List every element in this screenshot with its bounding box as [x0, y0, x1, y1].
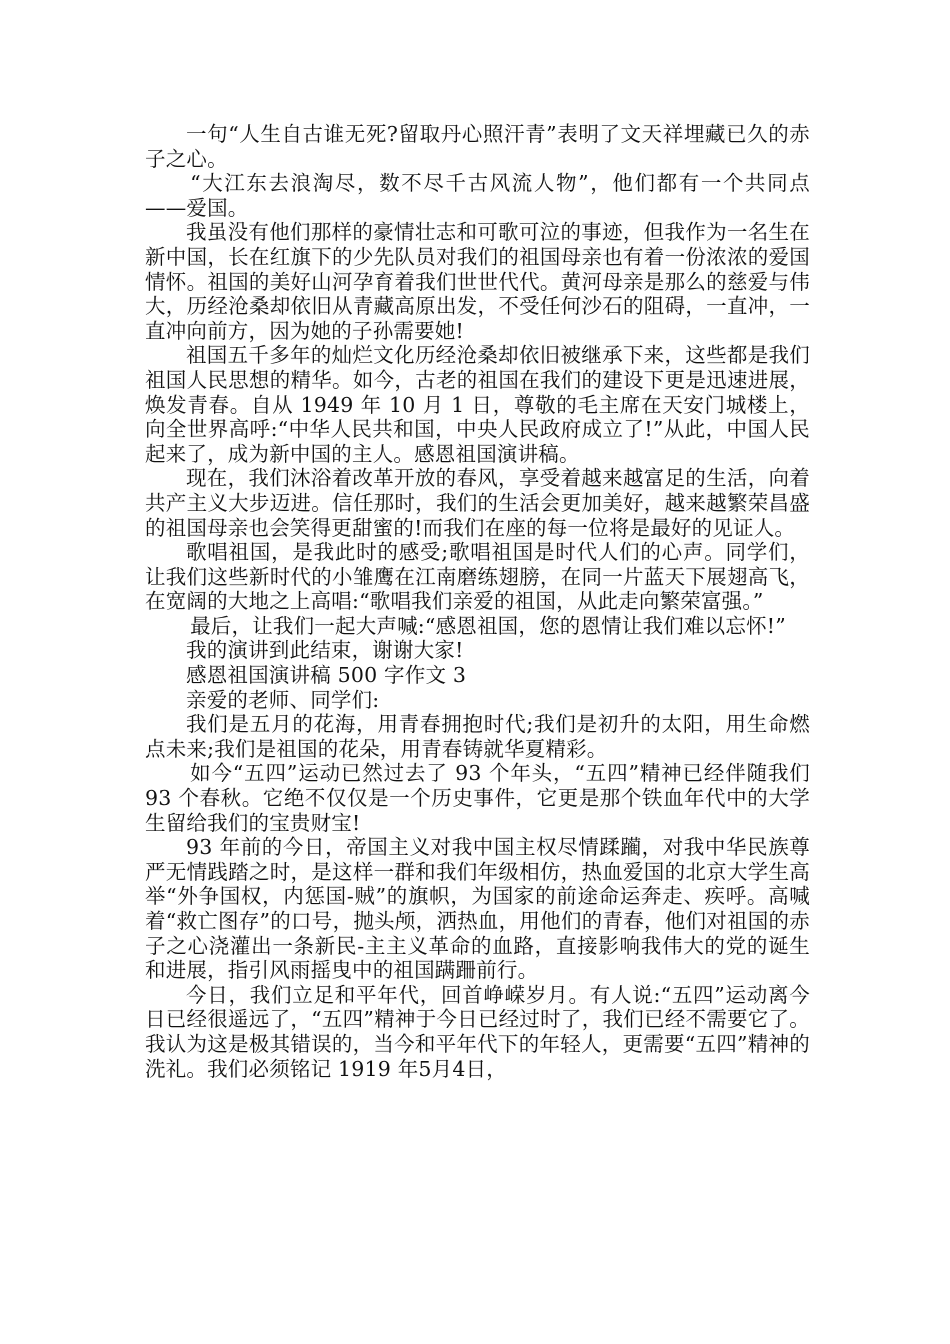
paragraph-12: 如今“五四”运动已然过去了 93 个年头，“五四”精神已经伴随我们 93 个春秋。它绝不仅仅是一个历史事件，它更是那个铁血年代中的大学生留给我们的宝贵财宝!	[145, 761, 810, 835]
paragraph-7: 最后，让我们一起大声喊:“感恩祖国，您的恩情让我们难以忘怀!”	[190, 613, 786, 638]
paragraph-13: 93 年前的今日，帝国主义对我中国主权尽情蹂躏，对我中华民族尊严无情践踏之时，是这样一群和我们年级相仿，热血爱国的北京大学生高举“外争国权，内惩国-贼”的旗帜，为国家的前途命运奔走、疾呼。高喊着“救亡图存”的口号，抛头颅，洒热血，用他们的青春，他们对祖国的赤子之心浇灌出一条新民-主主义革命的血路，直接影响我伟大的党的诞生和进展，指引风雨摇曳中的祖国蹒跚前行。	[145, 835, 810, 983]
paragraph-11: 我们是五月的花海，用青春拥抱时代;我们是初升的太阳，用生命燃点未来;我们是祖国的花朵，用青春铸就华夏精彩。	[145, 712, 810, 761]
paragraph-14: 今日，我们立足和平年代，回首峥嵘岁月。有人说:“五四”运动离今日已经很遥远了，“五四”精神于今日已经过时了，我们已经不需要它了。我认为这是极其错误的，当今和平年代下的年轻人，更需要“五四”精神的洗礼。我们必须铭记 1919 年5月4日，	[145, 982, 810, 1081]
paragraph-3: 我虽没有他们那样的豪情壮志和可歌可泣的事迹，但我作为一名生在新中国，长在红旗下的少先队员对我们的祖国母亲也有着一份浓浓的爱国情怀。祖国的美好山河孕育着我们世世代代。黄河母亲是那么的慈爱与伟大，历经沧桑却依旧从青藏高原出发，不受任何沙石的阻碍，一直冲，一直冲向前方，因为她的子孙需要她!	[145, 220, 810, 343]
paragraph-6: 歌唱祖国，是我此时的感受;歌唱祖国是时代人们的心声。同学们，让我们这些新时代的小雏鹰在江南磨练翅膀，在同一片蓝天下展翅高飞，在宽阔的大地之上高唱:“歌唱我们亲爱的祖国，从此走向繁荣富强。”	[145, 540, 810, 614]
document-body	[145, 122, 810, 1081]
paragraph-4: 祖国五千多年的灿烂文化历经沧桑却依旧被继承下来，这些都是我们祖国人民思想的精华。如今，古老的祖国在我们的建设下更是迅速进展，焕发青春。自从 1949 年 10 月 1 日，尊敬的毛主席在天安门城楼上，向全世界高呼:“中华人民共和国，中央人民政府成立了!”从此，中国人民起来了，成为新中国的主人。感恩祖国演讲稿。	[145, 343, 810, 466]
paragraph-8: 我的演讲到此结束，谢谢大家!	[186, 638, 464, 663]
paragraph-2: “大江东去浪淘尽，数不尽千古风流人物”，他们都有一个共同点——爱国。	[145, 171, 810, 220]
paragraph-1: 一句“人生自古谁无死?留取丹心照汗青”表明了文天祥埋藏已久的赤子之心。	[145, 122, 810, 171]
paragraph-10-salutation: 亲爱的老师、同学们:	[186, 687, 380, 712]
paragraph-5: 现在，我们沐浴着改革开放的春风，享受着越来越富足的生活，向着共产主义大步迈进。信任那时，我们的生活会更加美好，越来越繁荣昌盛的祖国母亲也会笑得更甜蜜的!而我们在座的每一位将是最好的见证人。	[145, 466, 810, 540]
paragraph-9-heading: 感恩祖国演讲稿 500 字作文 3	[186, 663, 467, 688]
